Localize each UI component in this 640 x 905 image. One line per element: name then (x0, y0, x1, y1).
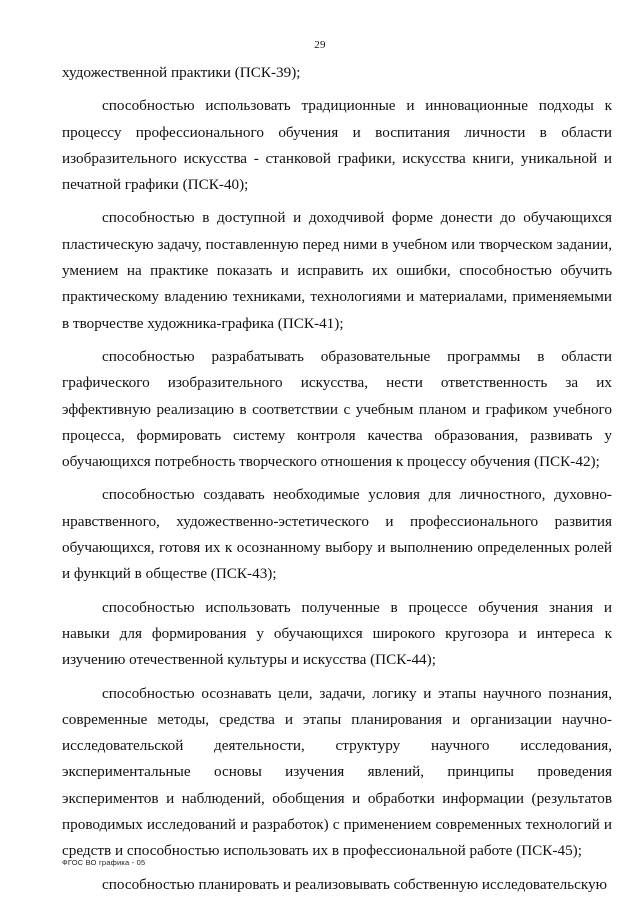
paragraph-psk-42: способностью разрабатывать образовательные программы в области графического изобразительного искусства, нести ответственность за их эффективную реализацию в соответствии с учебным планом и графиком учебного процесса, формировать систему контроля качества образования, развивать у обучающихся потребность творческого отношения к процессу обучения (ПСК-42); (62, 347, 612, 471)
paragraph-psk-41: способностью в доступной и доходчивой форме донести до обучающихся пластическую задачу, поставленную перед ними в учебном или творческом задании, умением на практике показать и исправить их ошибки, способностью обучить практическому владению техниками, технологиями и материалами, применяемыми в творчестве художника-графика (ПСК-41); (62, 209, 612, 332)
paragraph-psk-45: способностью осознавать цели, задачи, логику и этапы научного познания, современные методы, средства и этапы планирования и организации научно-исследовательской деятельности, структуру научного исследования, экспериментальные основы изучения явлений, принципы проведения экспериментов и наблюдений, обобщения и обработки информации (результатов проводимых исследований и разработок) с применением современных технологий и средств и способностью использовать их в профессиональной работе (ПСК-45); (62, 684, 612, 860)
paragraph-psk-40: способностью использовать традиционные и инновационные подходы к процессу профессионального обучения и воспитания личности в области изобразительного искусства - станковой графики, искусства книги, уникальной и печатной графики (ПСК-40); (62, 97, 612, 194)
paragraph-psk-46-start: способностью планировать и реализовывать собственную исследовательскую (102, 875, 607, 893)
page-number: 29 (314, 39, 326, 51)
paragraph-psk-39-tail: художественной практики (ПСК-39); (62, 64, 301, 81)
paragraph-psk-43: способностью создавать необходимые условия для личностного, духовно-нравственного, художественно-эстетического и профессионального развития обучающихся, готовя их к осознанному выбору и выполнению определенных ролей и функций в обществе (ПСК-43); (62, 486, 612, 583)
document-body (62, 60, 612, 898)
paragraph-psk-44: способностью использовать полученные в процессе обучения знания и навыки для формирования у обучающихся широкого кругозора и интереса к изучению отечественной культуры и искусства (ПСК-44); (62, 598, 612, 669)
footer-label: ФГОС ВО графика - 05 (62, 858, 146, 867)
